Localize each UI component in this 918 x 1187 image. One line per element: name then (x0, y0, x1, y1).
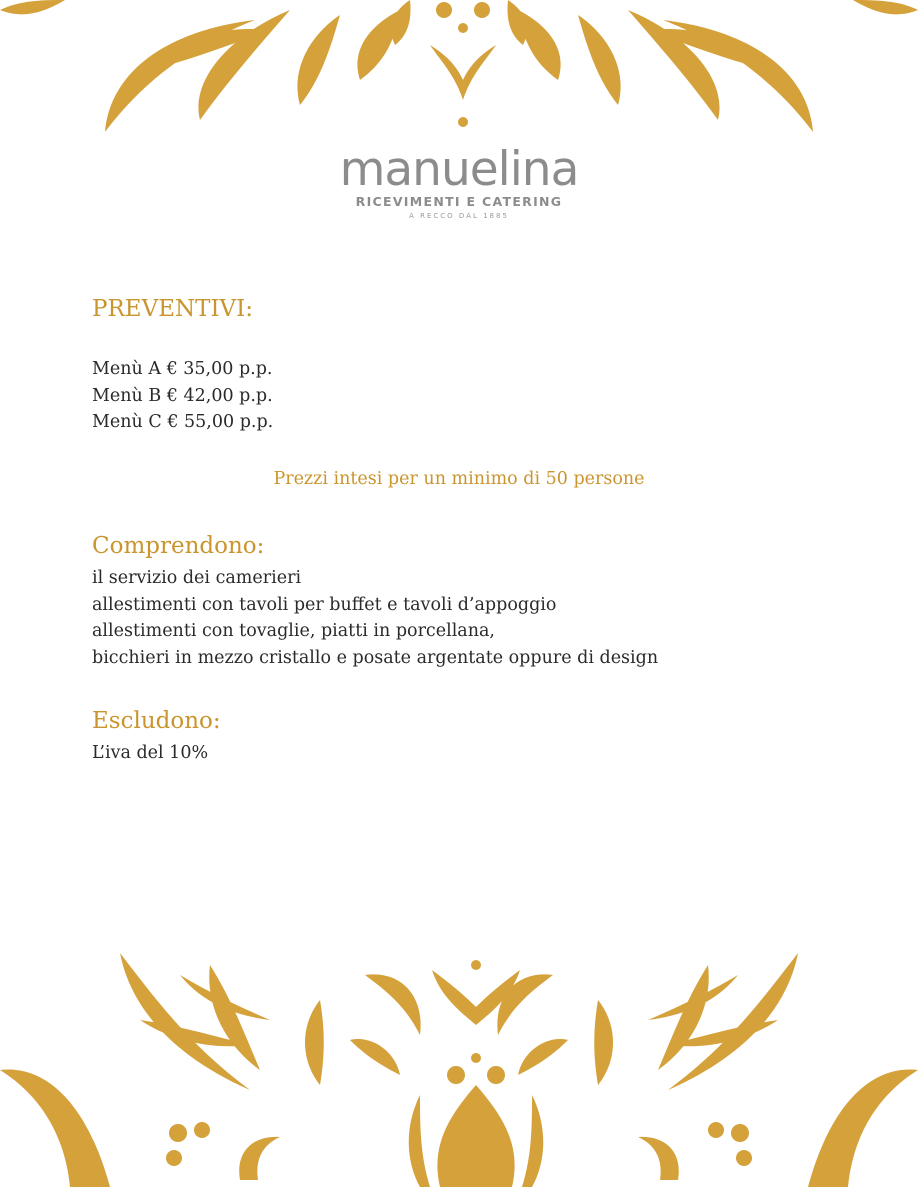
included-item: il servizio dei camerieri (92, 568, 302, 588)
menu-price-list (92, 356, 273, 436)
menu-price-item: Menù B € 42,00 p.p. (92, 385, 273, 406)
top-floral-ornament (0, 0, 918, 140)
included-list (92, 565, 658, 671)
brand-name: manuelina (339, 142, 579, 197)
menu-price-item: Menù A € 35,00 p.p. (92, 359, 273, 379)
included-item: allestimenti con tavoli per buffet e tavoli d’appoggio (92, 594, 557, 615)
excluded-item: L’iva del 10% (92, 743, 209, 763)
escludono-heading: Escludono: (92, 708, 221, 734)
brand-subtitle: RICEVIMENTI E CATERING (355, 194, 563, 209)
included-item: allestimenti con tovaglie, piatti in porcellana, (92, 621, 495, 641)
excluded-list (92, 740, 208, 767)
bottom-floral-ornament (0, 945, 918, 1187)
brand-since: A RECCO DAL 1885 (409, 212, 509, 220)
menu-price-item: Menù C € 55,00 p.p. (92, 412, 274, 432)
minimum-persons-note: Prezzi intesi per un minimo di 50 persone (273, 469, 645, 489)
preventivi-heading: PREVENTIVI: (92, 296, 253, 322)
brand-logo (0, 142, 918, 220)
comprendono-heading: Comprendono: (92, 533, 265, 559)
included-item: bicchieri in mezzo cristallo e posate argentate oppure di design (92, 647, 659, 668)
